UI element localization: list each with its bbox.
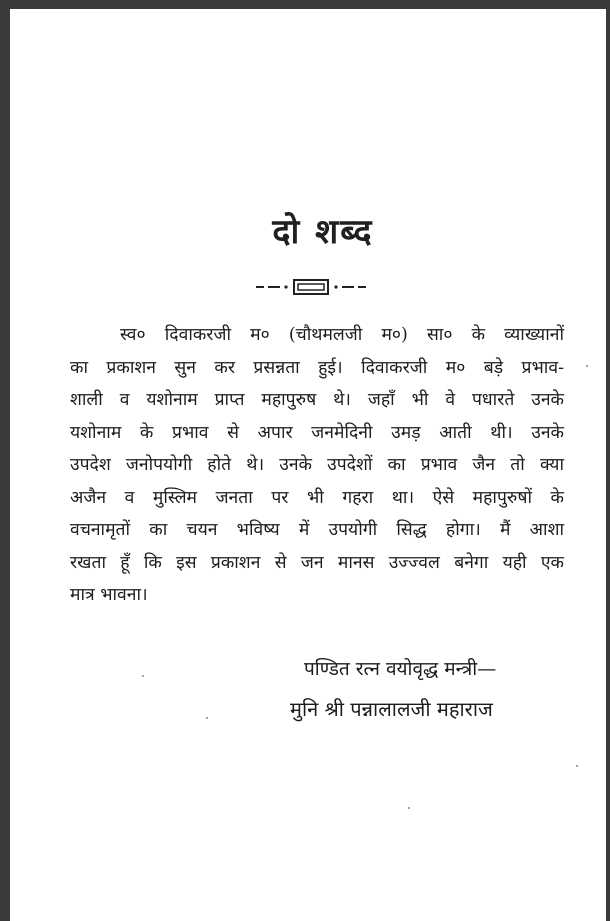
foreword-paragraph <box>70 319 564 612</box>
paragraph-line: रखता हूँ कि इस प्रकाशन से जन मानस उज्ज्वल बनेगा यही एक <box>70 552 564 573</box>
scan-speck <box>142 675 144 677</box>
page-title: दो शब्द <box>272 212 374 252</box>
scan-speck <box>586 365 588 367</box>
signature-block <box>290 649 590 729</box>
paragraph-line: शाली व यशोनाम प्राप्त महापुरुष थे। जहाँ भी वे पधारते उनके <box>70 390 564 410</box>
ornament-divider <box>250 275 370 299</box>
paragraph-line: यशोनाम के प्रभाव से अपार जनमेदिनी उमड़ आती थी। उनके <box>70 422 564 443</box>
paragraph-line: वचनामृतों का चयन भविष्य में उपयोगी सिद्ध होगा। मैं आशा <box>70 520 564 540</box>
paragraph-line: अजैन व मुस्लिम जनता पर भी गहरा था। ऐसे महापुरुषों के <box>70 487 564 508</box>
scan-speck <box>206 717 208 719</box>
paragraph-line: उपदेश जनोपयोगी होते थे। उनके उपदेशों का प्रभाव जैन तो क्या <box>70 455 564 475</box>
paragraph-line: मात्र भावना। <box>70 585 148 605</box>
signature-title: पण्डित रत्न वयोवृद्ध मन्त्री— <box>304 658 497 680</box>
signature-name: मुनि श्री पन्नालालजी महाराज <box>290 697 493 721</box>
paragraph-line: का प्रकाशन सुन कर प्रसन्नता हुई। दिवाकरजी म० बड़े प्रभाव- <box>70 357 564 378</box>
paragraph-line: स्व० दिवाकरजी म० (चौथमलजी म०) सा० के व्याख्यानों <box>120 325 564 345</box>
scan-speck <box>408 807 410 809</box>
document-page <box>10 9 606 921</box>
scan-speck <box>576 765 578 767</box>
